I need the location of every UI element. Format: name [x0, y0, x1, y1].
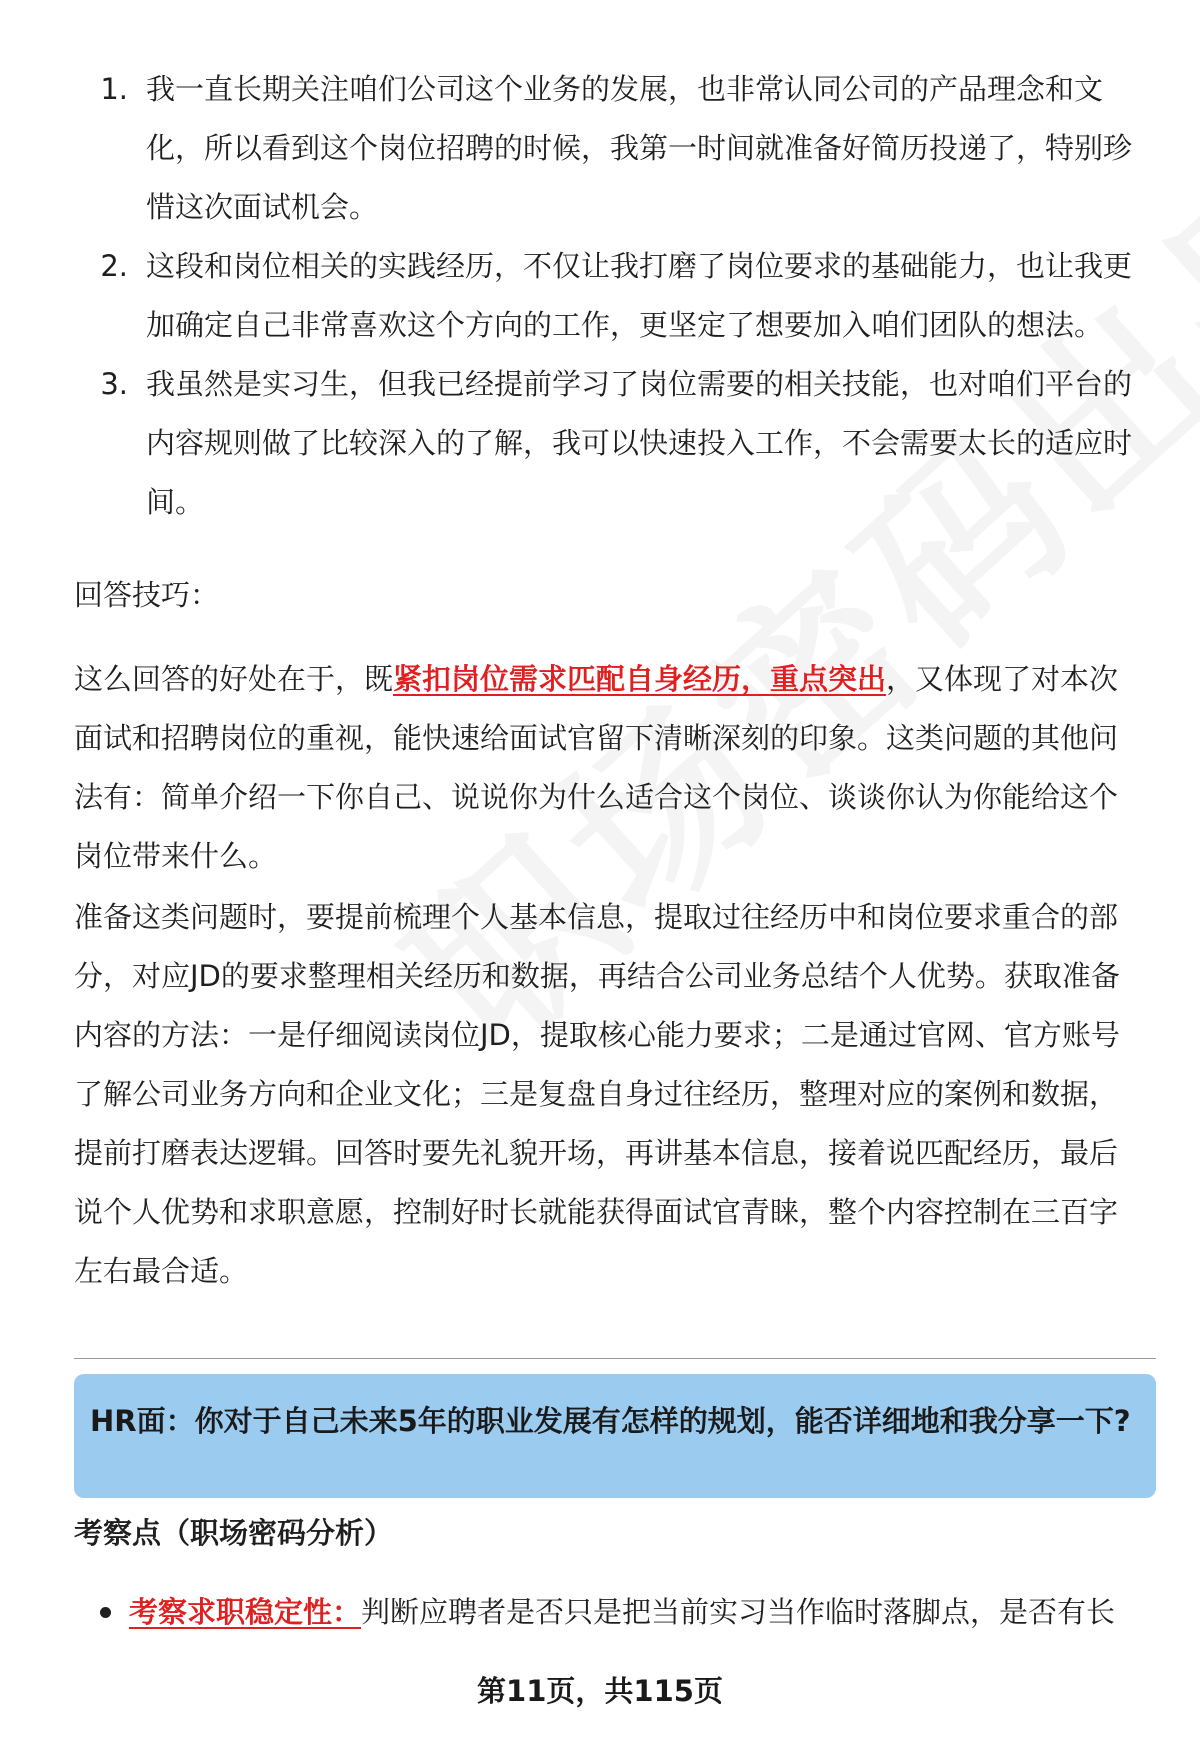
bullet-content [129, 1584, 1115, 1640]
section-divider [74, 1358, 1156, 1359]
tips-paragraph-1 [74, 650, 1134, 886]
question-text: HR面：你对于自己未来5年的职业发展有怎样的规划，能否详细地和我分享一下? [90, 1404, 1131, 1438]
analysis-bullet [100, 1584, 1150, 1640]
answer-list [74, 60, 1134, 532]
bullet-text: 判断应聘者是否只是把当前实习当作临时落脚点，是否有长 [361, 1595, 1116, 1629]
list-item [74, 60, 1134, 237]
analysis-title: 考察点（职场密码分析） [74, 1516, 394, 1550]
tips-paragraph-2: 准备这类问题时，要提前梳理个人基本信息，提取过往经历中和岗位要求重合的部分，对应JD的要求整理相关经历和数据，再结合公司业务总结个人优势。获取准备内容的方法：一是仔细阅读岗位JD，提取核心能力要求；二是通过官网、官方账号了解公司业务方向和企业文化；三是复盘自身过往经历，整理对应的案例和数据，提前打磨表达逻辑。回答时要先礼貌开场，再讲基本信息，接着说匹配经历，最后说个人优势和求职意愿，控制好时长就能获得面试官青睐，整个内容控制在三百字左右最合适。 [74, 900, 1120, 1288]
list-item [74, 355, 1134, 532]
tips-text-before: 这么回答的好处在于，既 [74, 662, 394, 696]
tips-text-after: ，又体现了对本次面试和招聘岗位的重视，能快速给面试官留下清晰深刻的印象。这类问题的其他问法有：简单介绍一下你自己、说说你为什么适合这个岗位、谈谈你认为你能给这个岗位带来什么。 [74, 662, 1119, 873]
list-number: 3. [100, 367, 128, 401]
list-number: 1. [100, 72, 128, 106]
list-text: 这段和岗位相关的实践经历，不仅让我打磨了岗位要求的基础能力，也让我更加确定自己非常喜欢这个方向的工作，更坚定了想要加入咱们团队的想法。 [146, 249, 1133, 342]
list-text: 我一直长期关注咱们公司这个业务的发展，也非常认同公司的产品理念和文化，所以看到这个岗位招聘的时候，我第一时间就准备好简历投递了，特别珍惜这次面试机会。 [146, 72, 1133, 224]
list-number: 2. [100, 249, 128, 283]
bullet-dot-icon [100, 1607, 111, 1618]
page-footer: 第11页，共115页 [477, 1674, 723, 1708]
list-text: 我虽然是实习生，但我已经提前学习了岗位需要的相关技能，也对咱们平台的内容规则做了比较深入的了解，我可以快速投入工作，不会需要太长的适应时间。 [146, 367, 1133, 519]
bullet-key: 考察求职稳定性： [129, 1595, 362, 1629]
tips-highlight: 紧扣岗位需求匹配自身经历，重点突出 [393, 662, 887, 696]
tips-label: 回答技巧： [74, 578, 220, 612]
list-item [74, 237, 1134, 355]
question-box [74, 1374, 1156, 1498]
